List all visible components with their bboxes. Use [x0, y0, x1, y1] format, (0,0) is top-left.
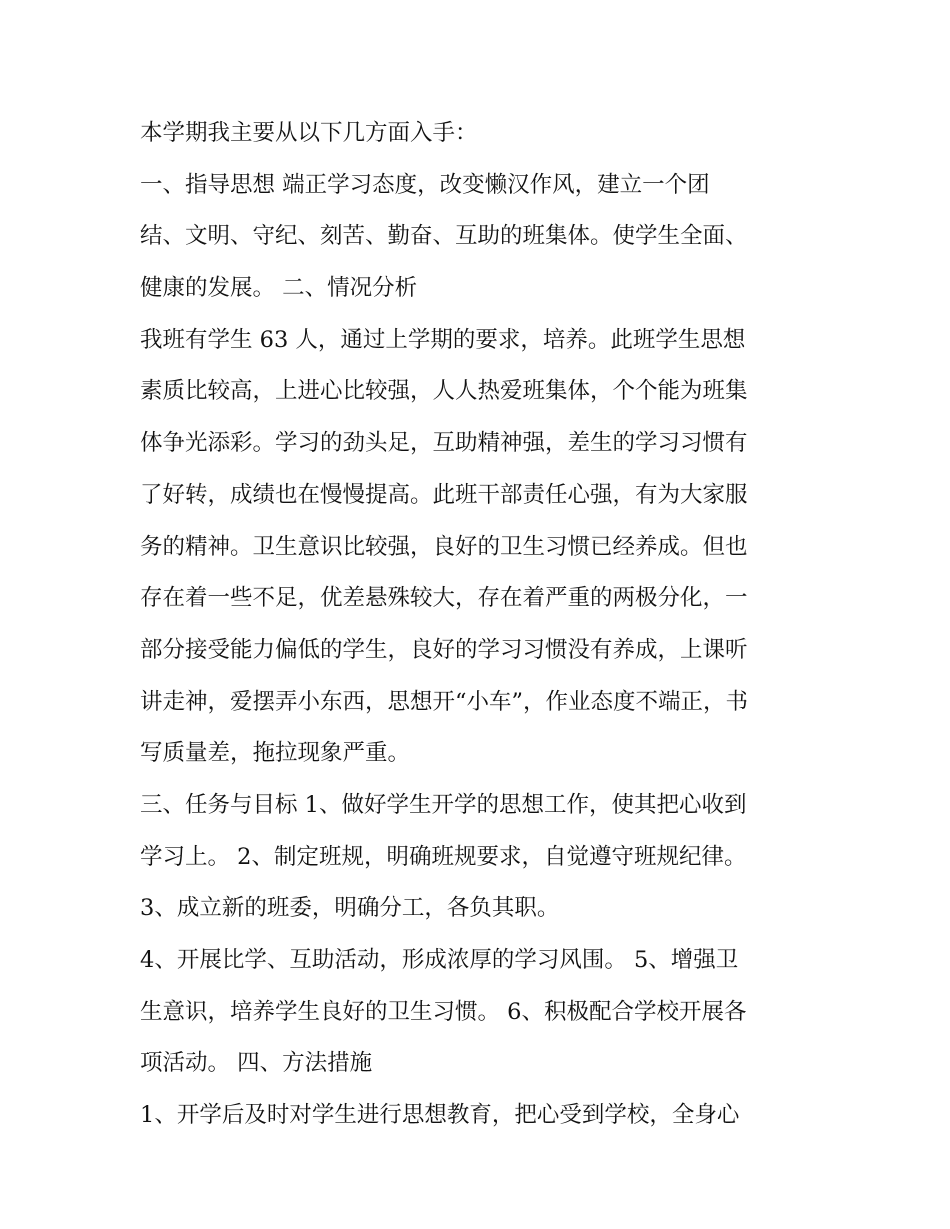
text-line: 讲走神，爱摆弄小东西，思想开“小车”，作业态度不端正，书 [140, 688, 749, 715]
text-line: 结、文明、守纪、刻苦、勤奋、互助的班集体。使学生全面、 [140, 223, 748, 250]
text-line: 务的精神。卫生意识比较强，良好的卫生习惯已经养成。但也 [140, 533, 748, 560]
text-line: 素质比较高，上进心比较强，人人热爱班集体，个个能为班集 [140, 378, 748, 405]
text-line: 我班有学生 63 人，通过上学期的要求，培养。此班学生思想 [140, 326, 746, 353]
text-line: 1、开学后及时对学生进行思想教育，把心受到学校，全身心 [140, 1102, 740, 1129]
text-line: 了好转，成绩也在慢慢提高。此班干部责任心强，有为大家服 [140, 481, 748, 508]
text-line: 3、成立新的班委，明确分工，各负其职。 [140, 895, 560, 922]
text-line: 存在着一些不足，优差悬殊较大，存在着严重的两极分化，一 [140, 585, 748, 612]
text-line: 三、任务与目标 1、做好学生开学的思想工作，使其把心收到 [140, 791, 747, 818]
document-body [140, 108, 820, 1142]
text-line: 健康的发展。 二、情况分析 [140, 275, 418, 302]
text-line: 学习上。 2、制定班规，明确班规要求，自觉遵守班规纪律。 [140, 843, 747, 870]
text-line: 写质量差，拖拉现象严重。 [140, 740, 411, 767]
text-line: 4、开展比学、互助活动，形成浓厚的学习风围。 5、增强卫 [140, 947, 739, 973]
text-line: 体争光添彩。学习的劲头足，互助精神强，差生的学习习惯有 [140, 430, 748, 457]
text-line: 项活动。 四、方法措施 [140, 1050, 373, 1077]
text-line: 一、指导思想 端正学习态度，改变懒汉作风，建立一个团 [140, 171, 710, 198]
text-line: 本学期我主要从以下几方面入手： [140, 120, 478, 146]
text-line: 生意识，培养学生良好的卫生习惯。 6、积极配合学校开展各 [140, 998, 747, 1025]
text-line: 部分接受能力偏低的学生，良好的学习习惯没有养成，上课听 [140, 636, 748, 663]
